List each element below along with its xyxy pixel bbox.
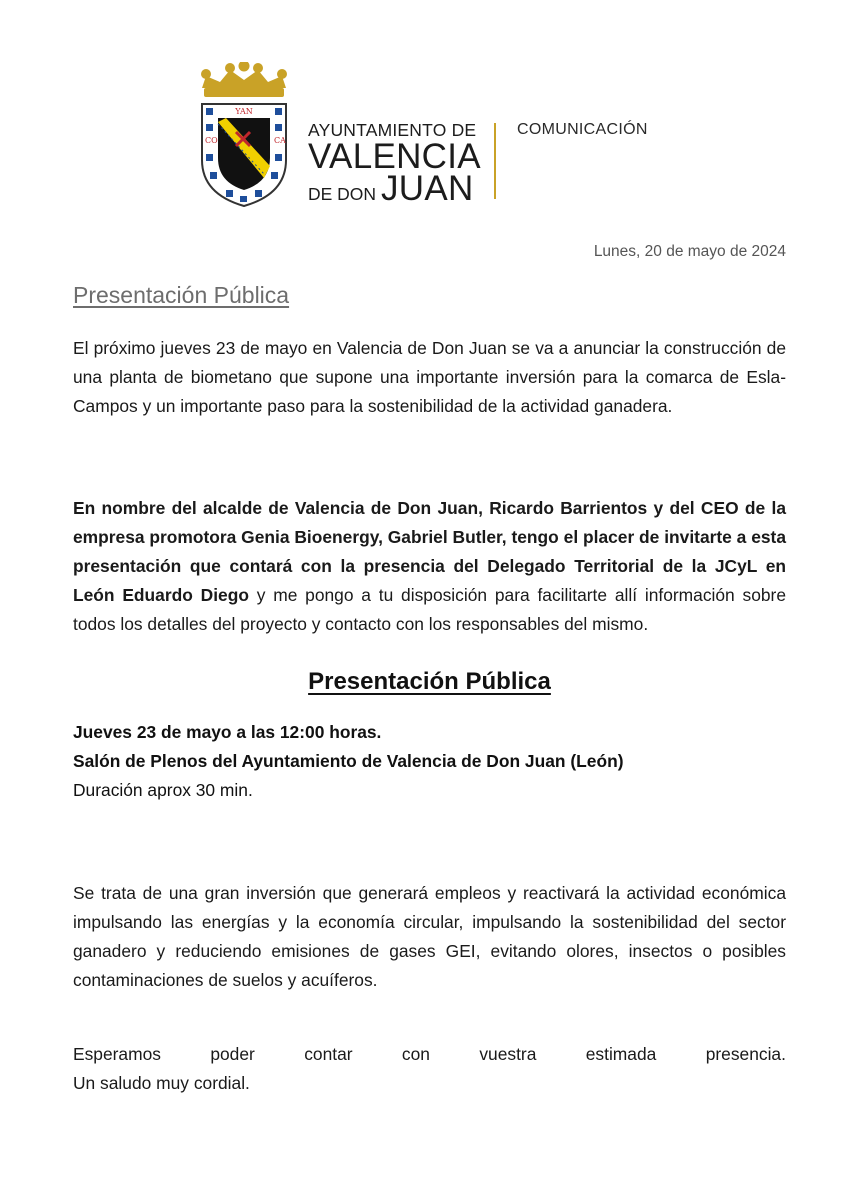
- paragraph-announcement: El próximo jueves 23 de mayo en Valencia de Don Juan se va a anunciar la construcción de una planta de biometano que supone una importante inversión para la comarca de Esla- Campos y un importante paso para la sostenibilidad de la actividad ganadera.: [73, 338, 786, 416]
- paragraph-impact: Se trata de una gran inversión que generará empleos y reactivará la actividad económica impulsando las energías y la economía circular, impulsando la sostenibilidad del sector ganadero y reduciendo emisiones de gases GEI, evitando olores, insectos o posibles contaminaciones de suelos y acuíferos.: [73, 883, 786, 990]
- page-title: Presentación Pública: [73, 282, 290, 308]
- invitation-bold-text: En nombre del alcalde de Valencia de Don Juan, Ricardo Barrientos y del CEO de la empresa promotora Genia Bioenergy, Gabriel Butler, tengo el placer de invitarte a esta presentación que contará con la presencia del Delegado Territorial de la JCyL en León Eduardo Diego: [73, 498, 786, 605]
- municipal-crest-logo: [192, 62, 296, 208]
- event-duration: Duración aprox 30 min.: [73, 780, 253, 800]
- org-name-line3-small: DE DON: [308, 184, 377, 204]
- document-date: Lunes, 20 de mayo de 2024: [593, 243, 786, 260]
- closing-word: presencia.: [705, 1044, 786, 1064]
- invitation-normal-text: y me pongo a tu disposición para facilitarte allí información sobre todos los detalles del proyecto y contacto con los responsables del mismo.: [73, 585, 787, 634]
- event-when: Jueves 23 de mayo a las 12:00 horas.: [73, 722, 382, 742]
- crest-letter-top: YAN: [235, 107, 253, 116]
- closing-word: poder: [210, 1044, 255, 1064]
- event-heading: Presentación Pública: [308, 668, 551, 695]
- closing-word: Esperamos: [73, 1044, 161, 1064]
- event-where: Salón de Plenos del Ayuntamiento de Valencia de Don Juan (León): [73, 751, 624, 771]
- closing-line1: [73, 1040, 786, 1069]
- organization-name: [308, 120, 480, 209]
- closing-word: estimada: [585, 1044, 657, 1064]
- department-label: COMUNICACIÓN: [517, 121, 648, 138]
- org-name-line3: [308, 169, 480, 209]
- event-details: [73, 718, 623, 805]
- closing-word: vuestra: [479, 1044, 537, 1064]
- closing-paragraph: [73, 1040, 786, 1098]
- crown-icon: [201, 62, 287, 97]
- crest-letter-right: CA: [274, 136, 286, 145]
- closing-line2: Un saludo muy cordial.: [73, 1073, 250, 1093]
- crest-letter-left: CO: [205, 136, 218, 145]
- org-name-line1: AYUNTAMIENTO DE: [308, 120, 477, 140]
- header-divider: [494, 123, 496, 199]
- closing-word: con: [401, 1044, 430, 1064]
- org-name-line2: VALENCIA: [308, 137, 481, 176]
- paragraph-invitation: [73, 494, 786, 639]
- closing-word: contar: [304, 1044, 353, 1064]
- org-name-line3-big: JUAN: [380, 169, 474, 208]
